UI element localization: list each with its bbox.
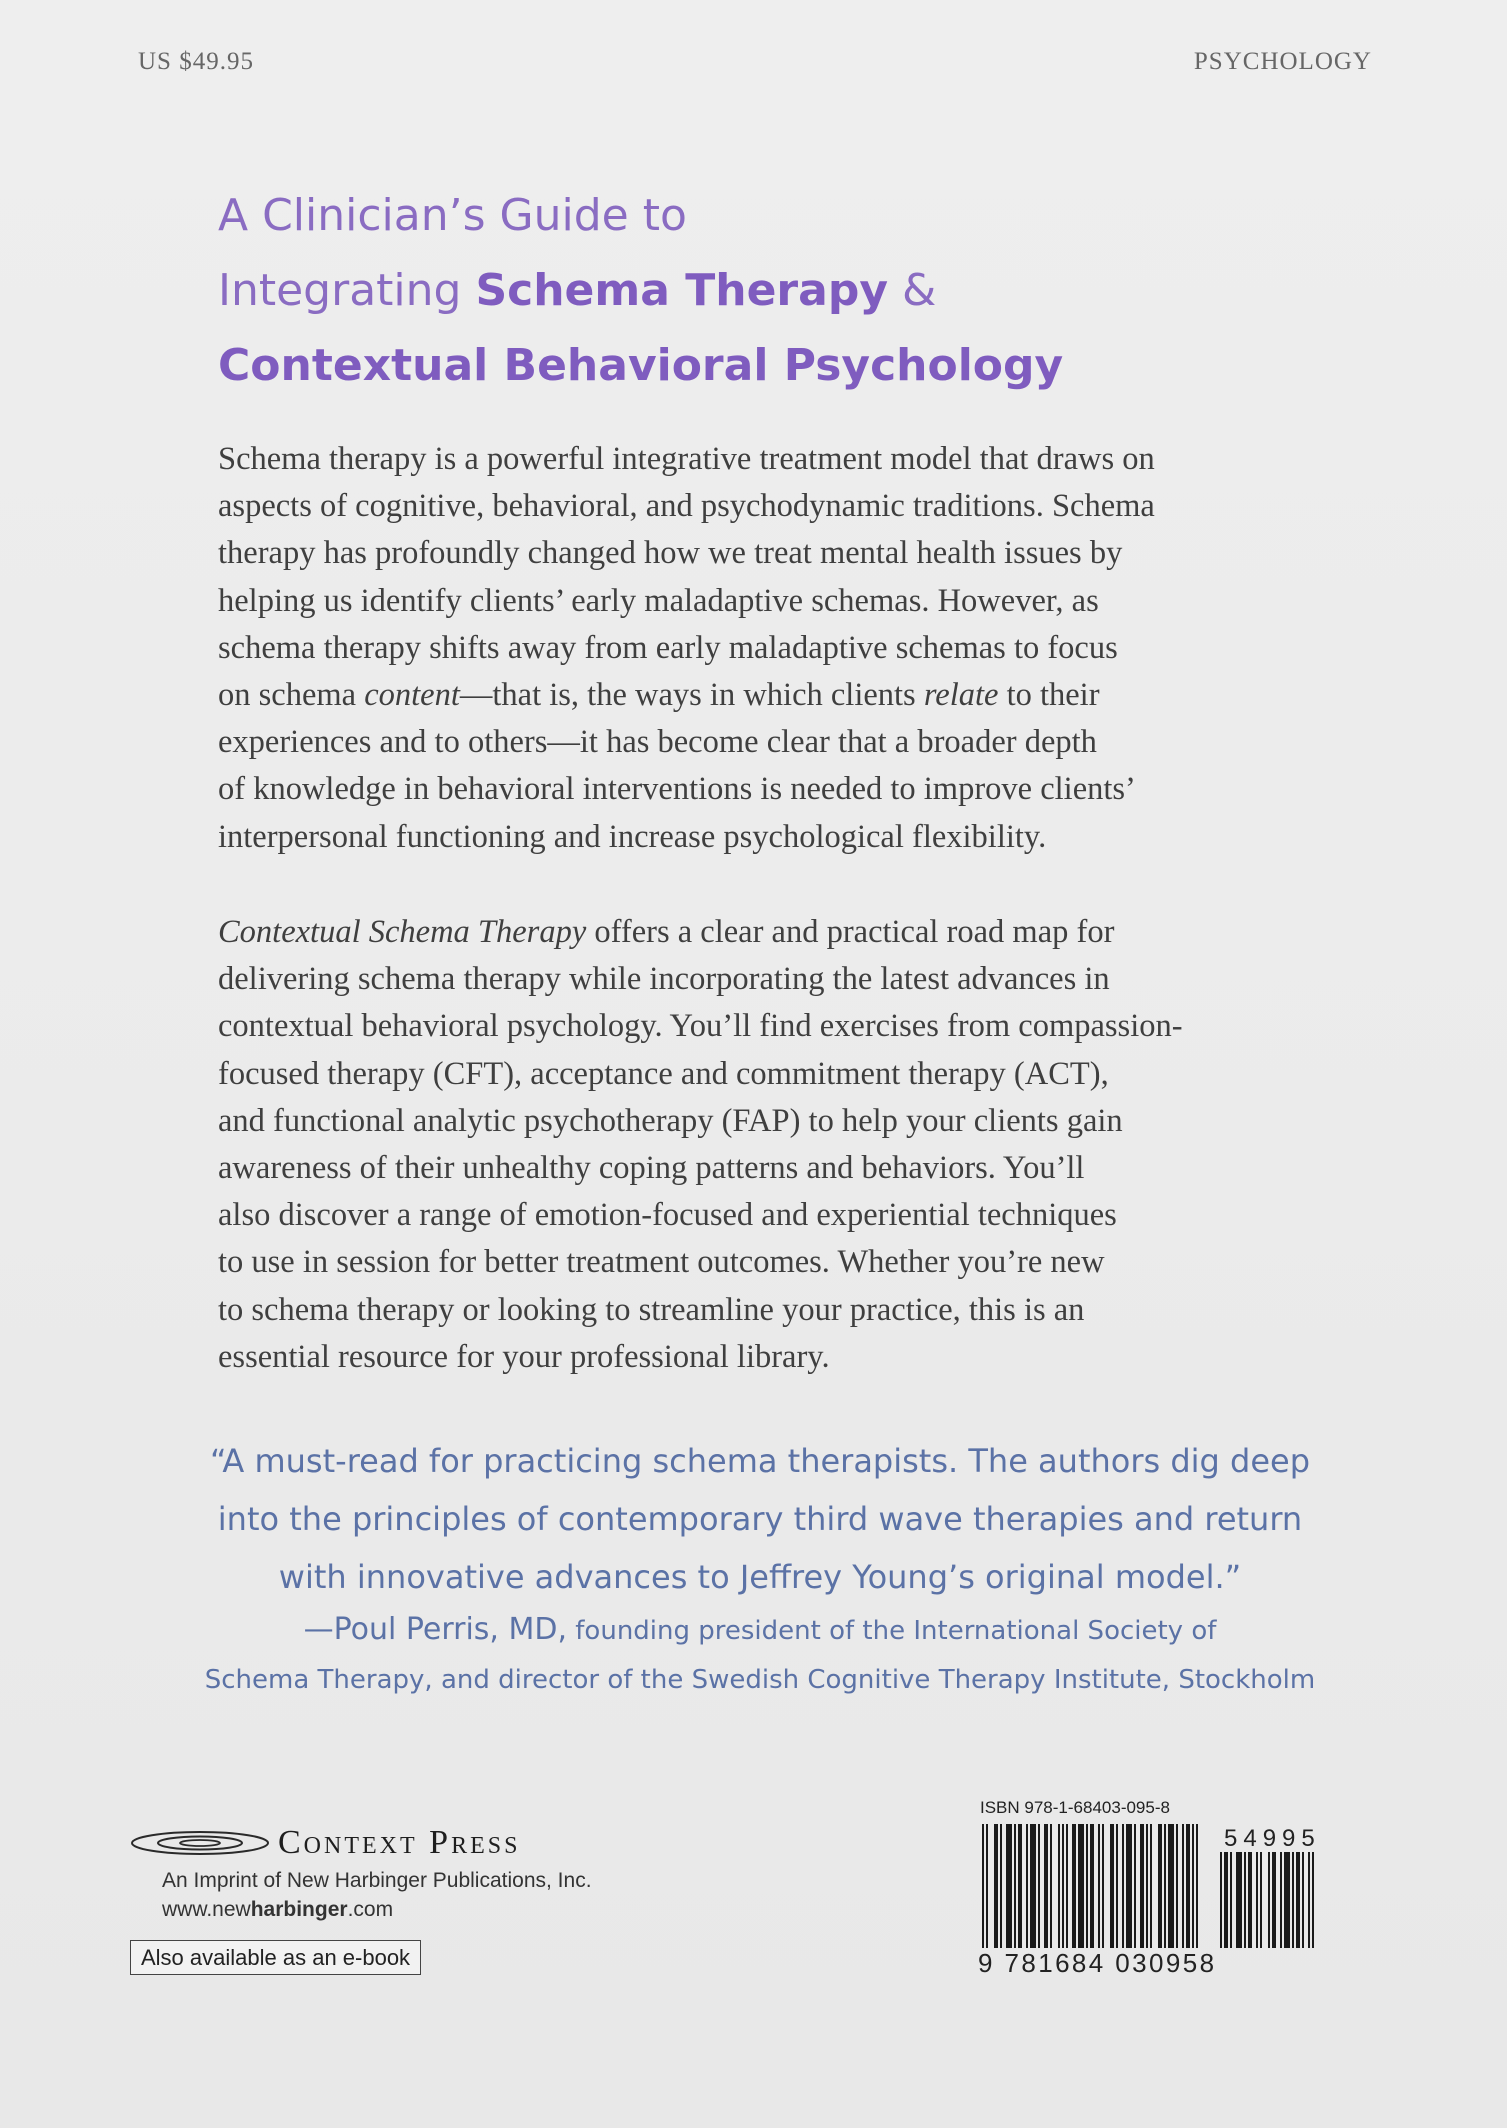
barcode-bar [1026,1824,1028,1948]
barcode-bar [1248,1852,1252,1948]
description-paragraph-1: Schema therapy is a powerful integrative treatment model that draws on aspects of cognitive, behavioral, and psychodynamic traditions. Schema therapy has profoundly changed how we treat mental health issues by helping us identify clients’ early maladaptive schemas. However, as schema therapy shifts away from early maladaptive schemas to focus on schema content—that is, the ways in which clients relate to their experiences and to others—it has become clear that a broader depth of knowledge in behavioral interventions is needed to improve clients’ interpersonal functioning and increase psychological flexibility. [218,441,1155,855]
barcode-bar [1308,1852,1310,1948]
barcode-bar [1164,1824,1166,1948]
barcode-bar [1058,1824,1060,1948]
publisher-name: Context Press [278,1824,521,1861]
barcode-bar [1000,1824,1002,1948]
publisher-block [130,1820,630,1924]
barcode-bar [1066,1824,1068,1948]
barcode-bar [994,1824,998,1948]
barcode-bar [982,1824,984,1948]
barcode-bar [986,1824,988,1948]
barcode-bar [1220,1852,1222,1948]
barcode-bar [1186,1824,1190,1948]
barcode-bar [1292,1852,1294,1948]
barcode-bar [1086,1824,1088,1948]
barcode-bar [1102,1824,1104,1948]
barcode-bar [1280,1852,1282,1948]
barcode-bar [1050,1824,1052,1948]
headline-line-3: Contextual Behavioral Psychology [218,340,1064,391]
barcode-bar [1030,1824,1036,1948]
barcode-bar [1126,1824,1132,1948]
headline-schema-therapy: Schema Therapy [475,265,888,316]
price-addon-bars [1220,1852,1328,1948]
price-code-digits: 54995 [1224,1825,1321,1852]
barcode-bar [1272,1852,1276,1948]
barcode-bar [1268,1852,1270,1948]
ean-digits: 9 781684 030958 [978,1948,1217,1978]
imprint-line: An Imprint of New Harbinger Publications, Inc. [162,1869,592,1892]
barcode-bar [1168,1824,1174,1948]
barcode-bar [1244,1852,1246,1948]
publisher-website: www.newharbinger.com [162,1898,394,1921]
barcode-bar [1158,1824,1162,1948]
barcode-bar [1062,1824,1064,1948]
headline [218,178,1368,403]
barcode-bar [1192,1824,1194,1948]
oval-logo-icon [130,1826,270,1860]
headline-line-2: Integrating Schema Therapy & [218,265,937,316]
barcode-bar [1284,1852,1290,1948]
isbn-barcode [978,1798,1338,1988]
barcode-bar [1256,1852,1258,1948]
barcode-bar [1146,1824,1148,1948]
book-title-italic: Contextual Schema Therapy [218,914,587,950]
barcode-bar [1122,1824,1124,1948]
barcode-bar [1140,1824,1144,1948]
barcode-bar [1044,1824,1048,1948]
barcode-bar [1196,1824,1198,1948]
barcode-bar [1224,1852,1228,1948]
barcode-bar [1260,1852,1262,1948]
category-label: PSYCHOLOGY [1193,48,1372,75]
description-paragraph-2: Contextual Schema Therapy offers a clear and practical road map for delivering schema therapy while incorporating the latest advances in contextual behavioral psychology. You’ll find exercises from compassion- focused therapy (CFT), acceptance and commitment therapy (ACT), and functional analytic psychotherapy (FAP) to help your clients gain awareness of their unhealthy coping patterns and behaviors. You’ll also discover a range of emotion-focused and experiential techniques to use in session for better treatment outcomes. Whether you’re new to schema therapy or looking to streamline your practice, this is an essential resource for your professional library. [218,914,1183,1375]
barcode-bar [1236,1852,1242,1948]
barcode-bar [1078,1824,1084,1948]
barcode-bar [1230,1852,1232,1948]
price-label: US $49.95 [138,48,254,75]
headline-line-1: A Clinician’s Guide to [218,190,687,241]
endorsement-quote: “A must-read for practicing schema therapists. The authors dig deep into the principles of contemporary third wave therapies and return with innovative advances to Jeffrey Young’s original model.” —Poul Perris, MD, founding president of the International Society of Schema Therapy, and director of the Swedish Cognitive Therapy Institute, Stockholm [200,1432,1320,1704]
barcode-bar [1116,1824,1118,1948]
barcode-bar [1090,1824,1094,1948]
barcode-bar [1176,1824,1178,1948]
barcode-bar [1150,1824,1152,1948]
barcode-bar [1182,1824,1184,1948]
barcode-bar [1296,1852,1300,1948]
barcode-bar [1014,1824,1016,1948]
isbn-label: ISBN 978-1-68403-095-8 [980,1798,1170,1817]
barcode-bar [1312,1852,1314,1948]
ean-barcode-bars [982,1824,1200,1948]
quote-attribution: —Poul Perris, MD, founding president of the International Society of [303,1612,1217,1647]
barcode-bar [1098,1824,1100,1948]
barcode-bar [1072,1824,1076,1948]
barcode-bar [1006,1824,1012,1948]
barcode-bar [1302,1852,1304,1948]
ebook-notice: Also available as an e-book [130,1940,421,1975]
barcode-bar [1038,1824,1040,1948]
barcode-bar [1134,1824,1136,1948]
barcode-bar [1110,1824,1114,1948]
barcode-bar [1018,1824,1022,1948]
